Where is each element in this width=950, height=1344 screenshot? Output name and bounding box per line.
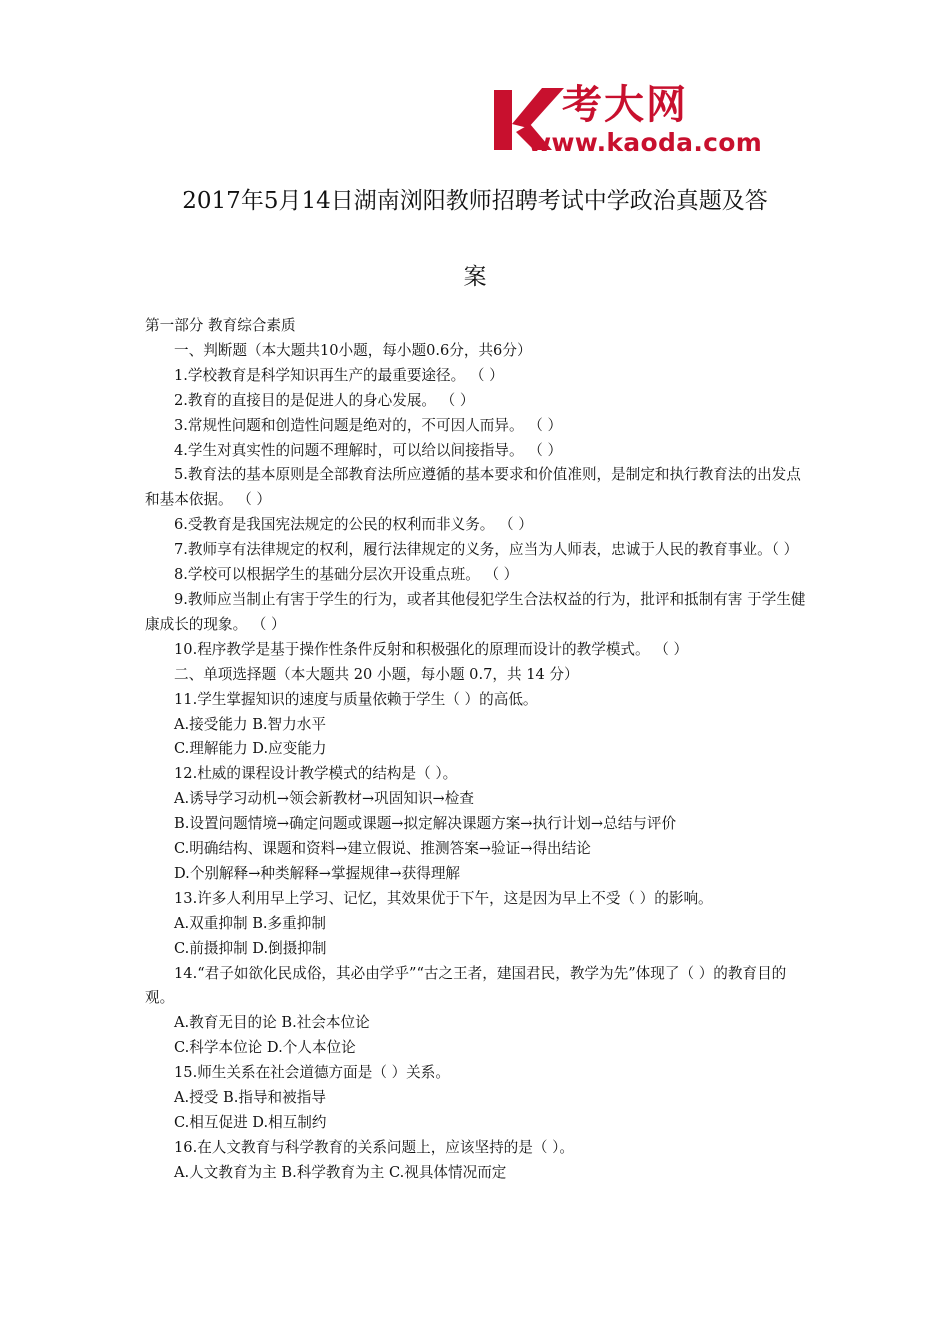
question-15-options-cd: C.相互促进 D.相互制约: [174, 1114, 327, 1131]
document-body: [145, 314, 813, 1186]
question-7: 7.教师享有法律规定的权利，履行法律规定的义务，应当为人师表，忠诚于人民的教育事业。（ ）: [174, 541, 799, 559]
document-title-line-2: 案: [463, 264, 487, 290]
question-8: 8.学校可以根据学生的基础分层次开设重点班。 （ ）: [174, 566, 519, 584]
question-3: 3.常规性问题和创造性问题是绝对的，不可因人而异。 （ ）: [174, 416, 563, 434]
question-12-option-b: B.设置问题情境→确定问题或课题→拟定解决课题方案→执行计划→总结与评价: [174, 815, 677, 833]
logo-url: www.kaoda.com: [528, 128, 763, 157]
question-13-options-ab: A.双重抑制 B.多重抑制: [174, 914, 326, 932]
question-12: 12.杜威的课程设计教学模式的结构是（ ）。: [174, 765, 458, 783]
question-13-options-cd: C.前摄抑制 D.倒摄抑制: [174, 939, 327, 957]
question-12-option-d: D.个别解释→种类解释→掌握规律→获得理解: [174, 864, 461, 882]
question-15-options-ab: A.授受 B.指导和被指导: [174, 1089, 326, 1107]
question-12-option-a: A.诱导学习动机→领会新教材→巩固知识→检查: [174, 790, 474, 808]
logo-name: 考大网: [562, 82, 688, 128]
question-14: 14.“君子如欲化民成俗，其必由学乎”“古之王者，建国君民，教学为先”体现了（ ）的教育目的观。: [145, 964, 787, 1007]
question-9: 9.教师应当制止有害于学生的行为，或者其他侵犯学生合法权益的行为，批评和抵制有害 于学生健康成长的现象。 （ ）: [145, 590, 806, 633]
question-11: 11.学生掌握知识的速度与质量依赖于学生（ ）的高低。: [174, 690, 538, 708]
question-4: 4.学生对真实性的问题不理解时，可以给以间接指导。 （ ）: [174, 441, 563, 459]
question-12-option-c: C.明确结构、课题和资料→建立假说、推测答案→验证→得出结论: [174, 840, 591, 858]
question-11-options-cd: C.理解能力 D.应变能力: [174, 740, 327, 758]
question-16-options: A.人文教育为主 B.科学教育为主 C.视具体情况而定: [174, 1163, 507, 1181]
section-heading-judgment: 一、判断题（本大题共10小题，每小题0.6分，共6分）: [174, 341, 532, 359]
section-heading-choice: 二、单项选择题（本大题共 20 小题，每小题 0.7，共 14 分）: [174, 665, 579, 683]
question-6: 6.受教育是我国宪法规定的公民的权利而非义务。 （ ）: [174, 516, 533, 534]
document-title-line-1: 2017年5月14日湖南浏阳教师招聘考试中学政治真题及答: [182, 188, 768, 214]
part-heading: 第一部分 教育综合素质: [145, 317, 296, 334]
question-2: 2.教育的直接目的是促进人的身心发展。 （ ）: [174, 391, 475, 409]
question-5: 5.教育法的基本原则是全部教育法所应遵循的基本要求和价值准则，是制定和执行教育法的出发点和基本依据。 （ ）: [145, 466, 801, 509]
question-10: 10.程序教学是基于操作性条件反射和积极强化的原理而设计的教学模式。 （ ）: [174, 640, 689, 658]
question-13: 13.许多人利用早上学习、记忆，其效果优于下午，这是因为早上不受（ ）的影响。: [174, 889, 713, 907]
question-15: 15.师生关系在社会道德方面是（ ）关系。: [174, 1064, 450, 1082]
kaoda-logo: [490, 80, 820, 160]
question-1: 1.学校教育是科学知识再生产的最重要途径。 （ ）: [174, 366, 504, 384]
question-11-options-ab: A.接受能力 B.智力水平: [174, 715, 326, 733]
question-16: 16.在人文教育与科学教育的关系问题上，应该坚持的是（ ）。: [174, 1138, 574, 1156]
question-14-options-ab: A.教育无目的论 B.社会本位论: [174, 1014, 370, 1032]
question-14-options-cd: C.科学本位论 D.个人本位论: [174, 1039, 356, 1057]
